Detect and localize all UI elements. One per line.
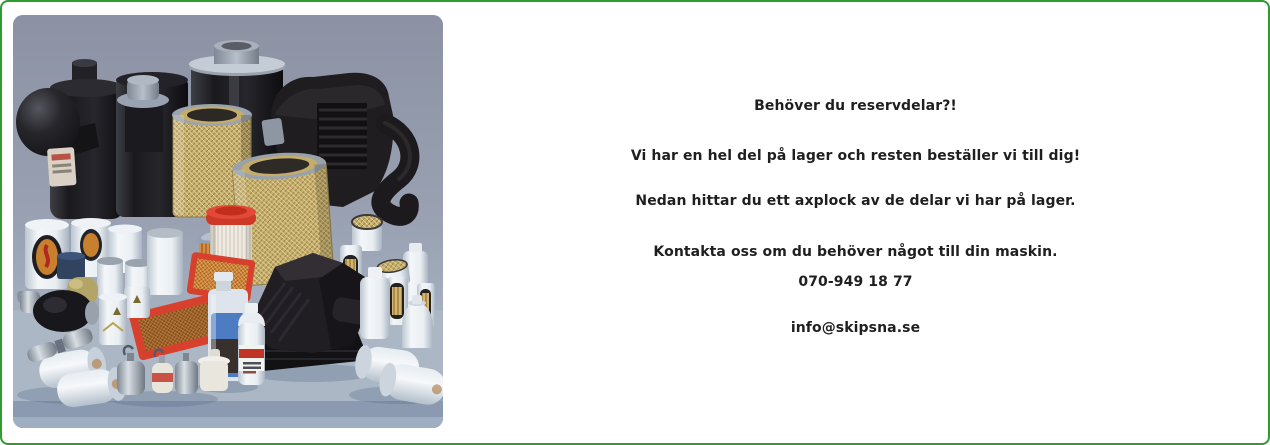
intro-line-selection: Nedan hittar du ett axplock av de delar vi har på lager. [635,193,1076,209]
email-address: info@skipsna.se [790,320,921,336]
intro-text-block [443,2,1268,443]
spray-bottle [238,303,265,385]
phone-number: 070-949 18 77 [798,274,913,290]
products-photo [13,15,443,428]
intro-line-contact: Kontakta oss om du behöver något till din maskin. [653,244,1058,260]
heading: Behöver du reservdelar?! [754,98,957,114]
white-filters-back [25,218,183,301]
intro-line-stock: Vi har en hel del på lager och resten beställer vi till dig! [630,148,1081,164]
photo-illustration [13,15,443,428]
